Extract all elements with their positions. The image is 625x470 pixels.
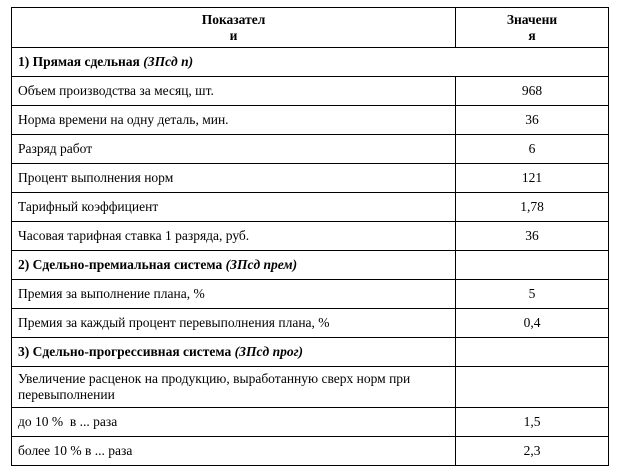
row-value: 2,3 xyxy=(456,437,609,466)
header-indicators xyxy=(12,8,456,48)
header-values xyxy=(456,8,609,48)
row-value: 0,4 xyxy=(456,309,609,338)
row-label: Премия за выполнение плана, % xyxy=(12,280,456,309)
row-label-text: Увеличение расценок на продукцию, выработанную сверх норм при перевыполнении xyxy=(18,371,411,402)
row-value: 121 xyxy=(456,164,609,193)
section-row-piecework-bonus xyxy=(12,251,609,280)
table-row xyxy=(12,193,609,222)
row-label: Разряд работ xyxy=(12,135,456,164)
table-row xyxy=(12,309,609,338)
row-value: 5 xyxy=(456,280,609,309)
row-value: 1,5 xyxy=(456,408,609,437)
section-abbr: (ЗПсд прог) xyxy=(234,344,304,359)
row-value: 6 xyxy=(456,135,609,164)
section-title-text: 1) Прямая сдельная xyxy=(18,54,140,69)
section-title xyxy=(12,338,456,367)
section-title xyxy=(12,48,609,77)
row-label: Процент выполнения норм xyxy=(12,164,456,193)
section-title-text: 2) Сдельно-премиальная система xyxy=(18,257,223,272)
section-abbr: (ЗПсд п) xyxy=(143,54,194,69)
row-label: Часовая тарифная ставка 1 разряда, руб. xyxy=(12,222,456,251)
row-value: 968 xyxy=(456,77,609,106)
row-label: Премия за каждый процент перевыполнения плана, % xyxy=(12,309,456,338)
row-value: 36 xyxy=(456,222,609,251)
row-value: 1,78 xyxy=(456,193,609,222)
table-header-row xyxy=(12,8,609,48)
row-label: до 10 % в ... раза xyxy=(12,408,456,437)
table-row xyxy=(12,135,609,164)
header-values-text: Значени я xyxy=(506,11,558,43)
row-value-empty xyxy=(456,338,609,367)
row-label: Тарифный коэффициент xyxy=(12,193,456,222)
table-row xyxy=(12,77,609,106)
row-label xyxy=(12,367,456,408)
table-row xyxy=(12,367,609,408)
piecework-parameters-table xyxy=(11,7,609,466)
row-label: Норма времени на одну деталь, мин. xyxy=(12,106,456,135)
section-title xyxy=(12,251,456,280)
row-value: 36 xyxy=(456,106,609,135)
table-row xyxy=(12,222,609,251)
section-row-piecework-progressive xyxy=(12,338,609,367)
section-abbr: (ЗПсд прем) xyxy=(225,257,298,272)
table-row xyxy=(12,164,609,193)
table-row xyxy=(12,408,609,437)
section-row-direct-piecework xyxy=(12,48,609,77)
table-row xyxy=(12,106,609,135)
row-value-empty xyxy=(456,251,609,280)
row-label: более 10 % в ... раза xyxy=(12,437,456,466)
row-label: Объем производства за месяц, шт. xyxy=(12,77,456,106)
row-value xyxy=(456,367,609,408)
section-title-text: 3) Сдельно-прогрессивная система xyxy=(18,344,232,359)
table-row xyxy=(12,280,609,309)
table-row xyxy=(12,437,609,466)
header-indicators-text: Показател и xyxy=(201,11,266,43)
